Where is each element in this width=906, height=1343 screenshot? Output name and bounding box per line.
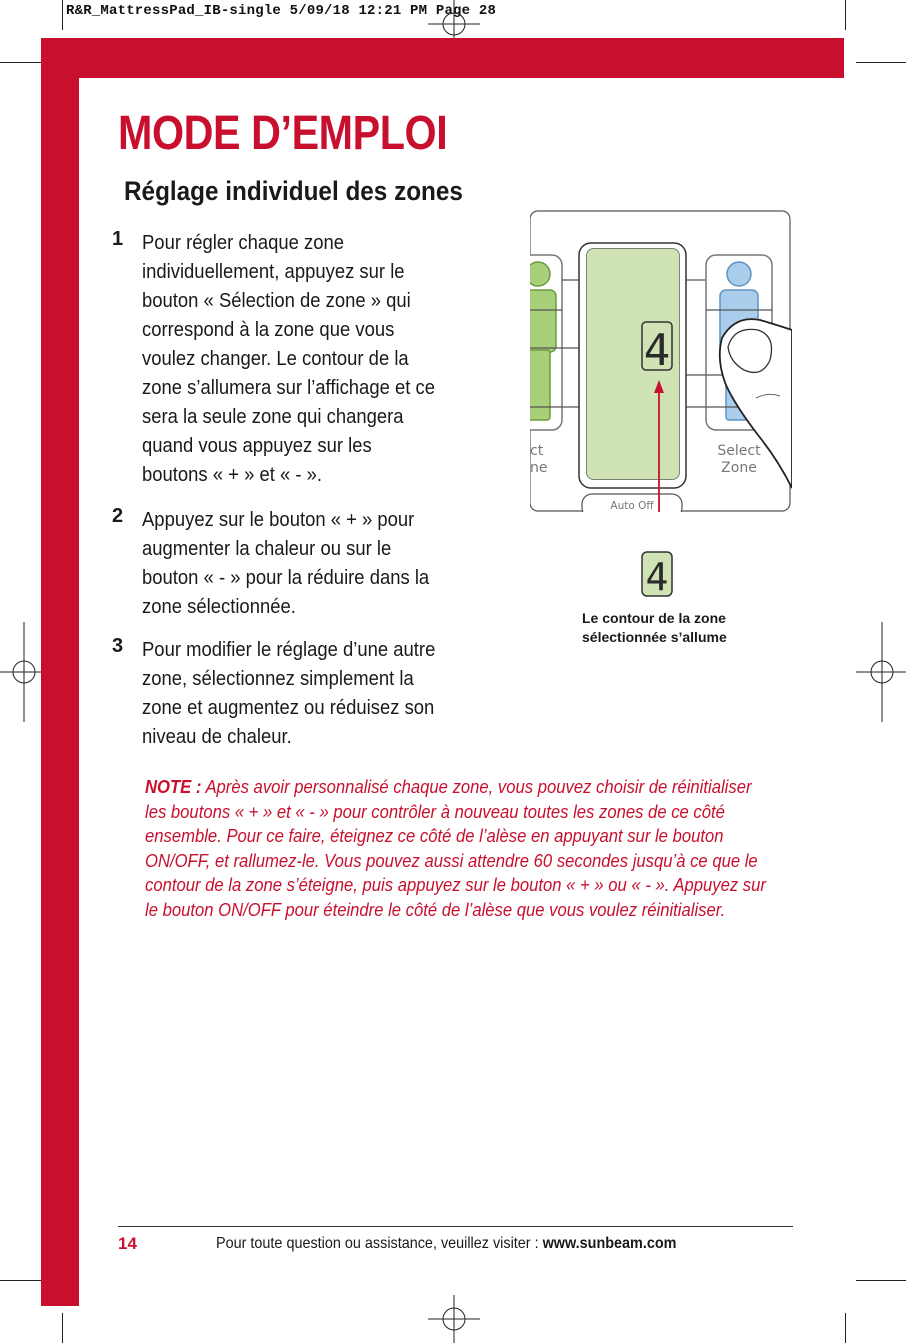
page-number: 14 (118, 1234, 137, 1253)
note-text: Après avoir personnalisé chaque zone, vous pouvez choisir de réinitialiser les boutons « + » et « - » pour contrôler à nouveau toutes les zones de ce côté ensemble. Pour ce faire, éteignez ce côté de l’alèse en appuyant sur le bouton ON/OFF, et rallumez-le. Vous pouvez aussi attendre 60 secondes jusqu’à ce que le contour de la zone s’éteigne, puis appuyez sur le bouton « + » ou « - ». Appuyez sur le bouton ON/OFF pour éteindre le côté de l’alèse que vous voulez réinitialiser. (145, 776, 766, 920)
left-button-label: ne (530, 460, 548, 476)
step-number: 3 (112, 635, 124, 657)
step-text: Pour modifier le réglage d’une autre zone, sélectionnez simplement la zone et augmentez ou réduisez son niveau de chaleur. (142, 638, 436, 748)
figure-caption (582, 609, 782, 647)
person-icon (530, 290, 556, 352)
caption-line: sélectionnée s’allume (582, 629, 727, 645)
footer-link[interactable]: www.sunbeam.com (542, 1235, 677, 1252)
right-button-label: Select (717, 443, 761, 459)
crop-mark (856, 1280, 906, 1281)
step-1 (112, 228, 452, 493)
person-icon (530, 350, 550, 420)
step-2 (112, 505, 452, 625)
caption-line: Le contour de la zone (582, 610, 726, 626)
step-number: 2 (112, 505, 124, 527)
print-slug: R&R_MattressPad_IB-single 5/09/18 12:21 PM Page 28 (66, 3, 497, 19)
person-icon (727, 262, 751, 286)
crop-mark (856, 62, 906, 63)
display-digit: 4 (643, 325, 671, 376)
crop-mark (62, 0, 63, 30)
step-3 (112, 635, 452, 760)
left-button-label: ct (530, 443, 544, 459)
callout-digit-box (640, 550, 676, 600)
controller-illustration (530, 210, 792, 512)
step-text: Appuyez sur le bouton « + » pour augmenter la chaleur ou sur le bouton « - » pour la réduire dans la zone sélectionnée. (142, 508, 430, 618)
crop-mark (845, 1313, 846, 1343)
callout-digit: 4 (645, 555, 669, 599)
crop-mark (845, 0, 846, 30)
section-subtitle: Réglage individuel des zones (124, 176, 463, 206)
crop-mark (62, 1313, 63, 1343)
step-number: 1 (112, 228, 124, 250)
auto-off-label: Auto Off (610, 500, 654, 512)
header-bar (41, 38, 844, 78)
footer-text (216, 1235, 676, 1253)
right-button-label: Zone (721, 460, 757, 476)
footer-divider (118, 1226, 793, 1227)
registration-mark-icon (856, 622, 906, 722)
footer-label: Pour toute question ou assistance, veuillez visiter : (216, 1235, 543, 1252)
person-icon (530, 262, 550, 286)
page-title: MODE D’EMPLOI (118, 107, 448, 160)
registration-mark-icon (428, 1293, 480, 1343)
note-paragraph (145, 775, 766, 922)
side-bar (41, 38, 79, 1306)
step-text: Pour régler chaque zone individuellement, appuyez sur le bouton « Sélection de zone » qui correspond à la zone que vous voulez changer. Le contour de la zone s’allumera sur l’affichage et ce sera la seule zone qui changera quand vous appuyez sur les boutons « + » et « - ». (142, 231, 435, 486)
note-label: NOTE : (145, 776, 202, 797)
